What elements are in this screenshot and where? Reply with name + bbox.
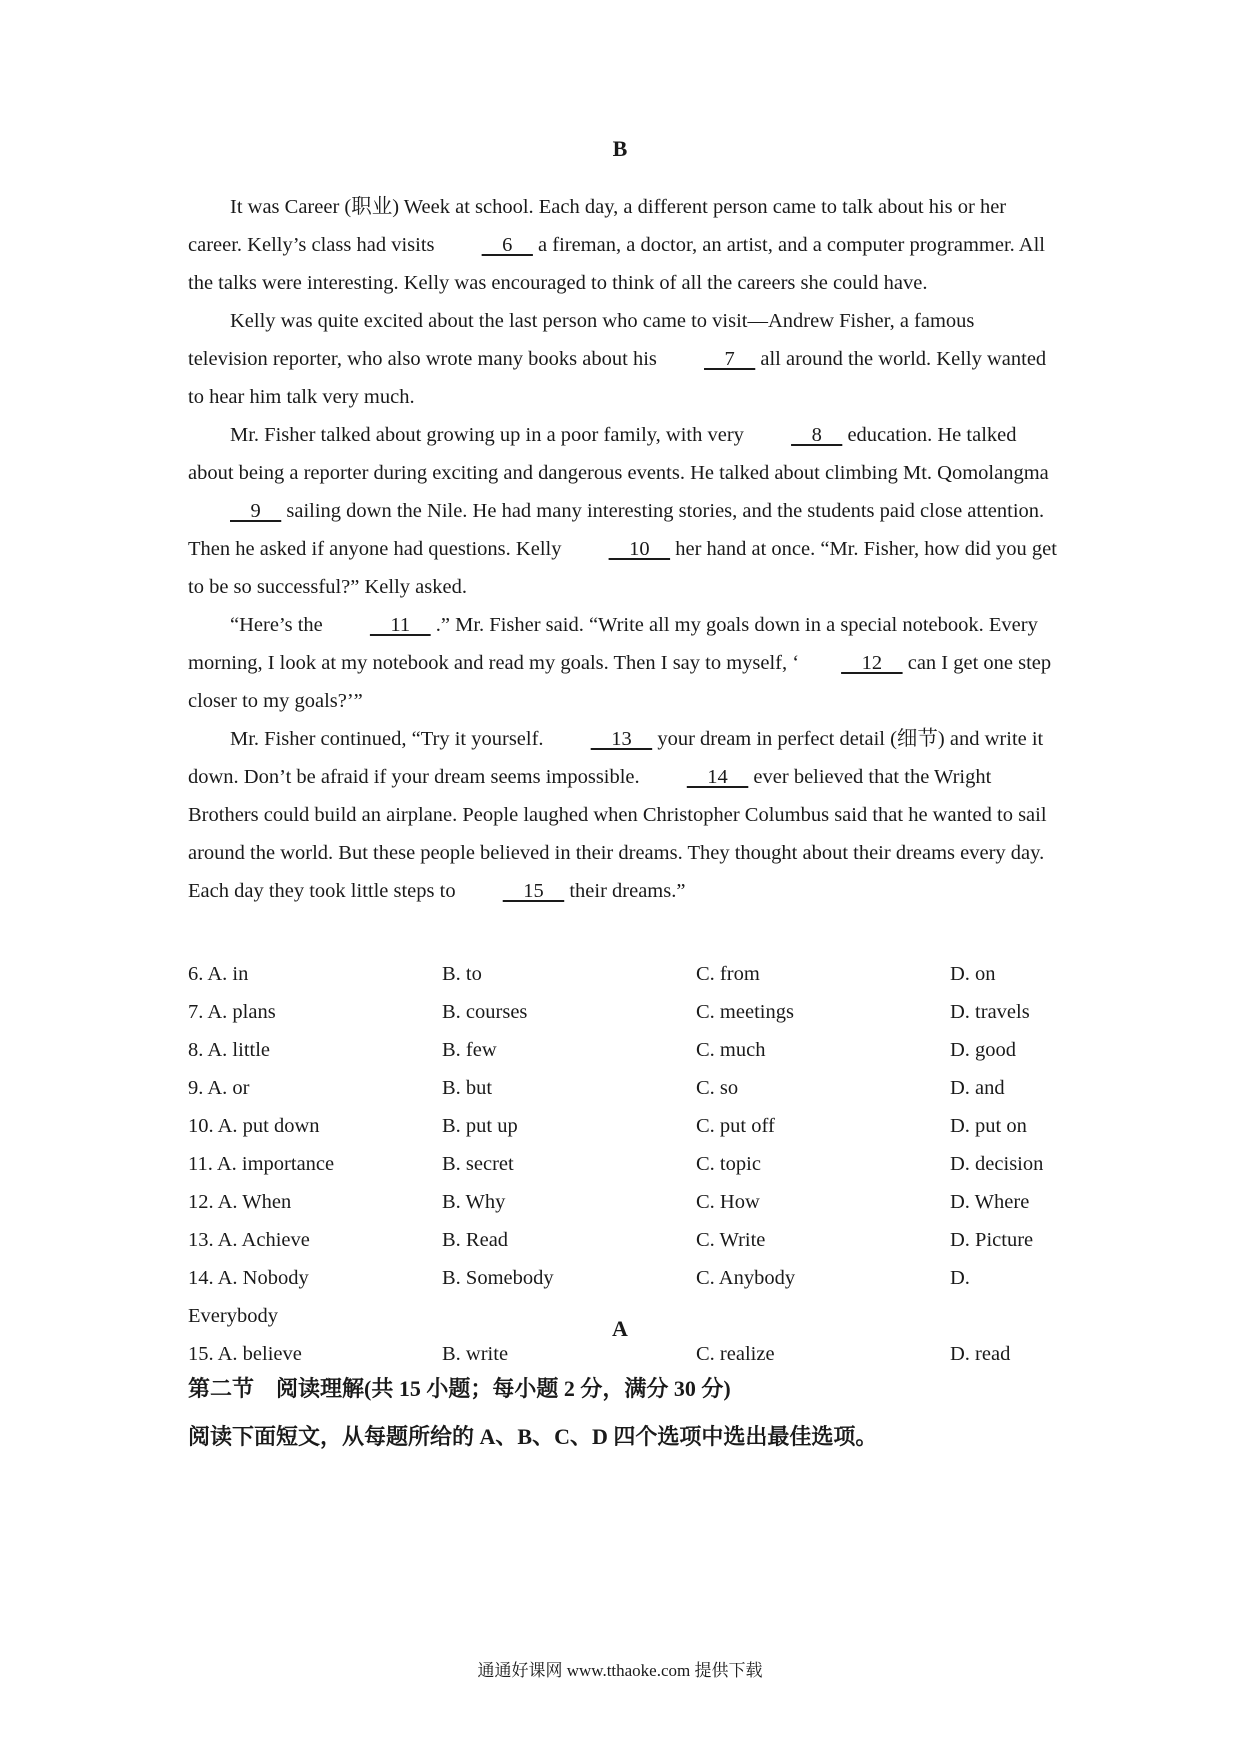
section-a-heading: A <box>612 1316 628 1341</box>
option-item: D. on <box>950 963 996 985</box>
option-item: 10. A. put down <box>188 1115 320 1137</box>
cloze-blank: 7 <box>704 348 756 370</box>
option-item: 8. A. little <box>188 1039 270 1061</box>
section-b-heading: B <box>612 136 628 161</box>
passage-paragraph <box>188 416 1058 606</box>
option-item: B. courses <box>442 1001 528 1023</box>
option-item: C. Anybody <box>696 1267 796 1289</box>
passage-text: sailing down the Nile. He had many interesting stories, and the students paid close attention. Then he asked if anyone had questions. Kelly <box>188 500 1045 560</box>
passage-text: It was Career (职业) Week at school. Each day, a different person came to talk about his or her career. Kelly’s class had visits <box>188 196 1007 256</box>
passage-paragraph <box>188 302 1058 416</box>
option-row <box>188 1183 1068 1221</box>
option-row <box>188 955 1068 993</box>
passage-text: ever believed that the Wright Brothers could build an airplane. People laughed when Christopher Columbus said that he wanted to sail around the world. But these people believed in their dreams. They thought about their dreams every day. Each day they took little steps to <box>188 766 1047 902</box>
option-item: C. How <box>696 1191 760 1213</box>
option-item: C. from <box>696 963 760 985</box>
section-two-instruction: 阅读下面短文，从每题所给的 A、B、C、D 四个选项中选出最佳选项。 <box>188 1424 878 1449</box>
option-item: 13. A. Achieve <box>188 1229 310 1251</box>
option-item: C. meetings <box>696 1001 794 1023</box>
option-item: D. travels <box>950 1001 1030 1023</box>
passage-text: “Here’s the <box>230 614 328 636</box>
option-item: B. but <box>442 1077 493 1099</box>
cloze-passage <box>188 188 1058 910</box>
cloze-blank: 12 <box>841 652 903 674</box>
passage-text: all around the world. Kelly wanted to hear him talk very much. <box>188 348 1047 408</box>
option-item: 7. A. plans <box>188 1001 276 1023</box>
option-item: D. Picture <box>950 1229 1034 1251</box>
option-item: D. Where <box>950 1191 1030 1213</box>
passage-paragraph <box>188 188 1058 302</box>
section-two-title: 第二节 阅读理解(共 15 小题；每小题 2 分，满分 30 分) <box>188 1376 731 1401</box>
cloze-blank: 11 <box>369 614 431 636</box>
option-item: B. write <box>442 1343 509 1365</box>
passage-text: Kelly was quite excited about the last person who came to visit—Andrew Fisher, a famous television reporter, who also wrote many books about his <box>188 310 975 370</box>
option-item: D. <box>950 1267 970 1289</box>
option-item: 15. A. believe <box>188 1343 302 1365</box>
option-item: B. Read <box>442 1229 509 1251</box>
passage-text: her hand at once. “Mr. Fisher, how did you get to be so successful?” Kelly asked. <box>188 538 1057 598</box>
option-row <box>188 1031 1068 1069</box>
cloze-blank: 8 <box>791 424 843 446</box>
cloze-blank: 9 <box>230 500 282 522</box>
option-item: 6. A. in <box>188 963 249 985</box>
option-item: B. secret <box>442 1153 514 1175</box>
option-item: C. realize <box>696 1343 775 1365</box>
option-row <box>188 1107 1068 1145</box>
option-item: 11. A. importance <box>188 1153 335 1175</box>
option-row <box>188 993 1068 1031</box>
option-item: B. Why <box>442 1191 506 1213</box>
passage-text: .” Mr. Fisher said. “Write all my goals down in a special notebook. Every morning, I look at my notebook and read my goals. Then I say to myself, ‘ <box>188 614 1038 674</box>
option-row <box>188 1221 1068 1259</box>
option-item: D. read <box>950 1343 1011 1365</box>
page-footer: 通通好课网 www.tthaoke.com 提供下载 <box>477 1661 763 1680</box>
option-item: C. topic <box>696 1153 761 1175</box>
passage-text: your dream in perfect detail (细节) and write it down. Don’t be afraid if your dream seems impossible. <box>188 728 1044 788</box>
option-item: 9. A. or <box>188 1077 250 1099</box>
option-item: 12. A. When <box>188 1191 292 1213</box>
passage-text: their dreams.” <box>564 880 686 902</box>
passage-text: can I get one step closer to my goals?’” <box>188 652 1052 712</box>
cloze-blank: 14 <box>686 766 749 788</box>
passage-text: Mr. Fisher talked about growing up in a poor family, with very <box>230 424 750 446</box>
option-item: D. put on <box>950 1115 1027 1137</box>
passage-text: education. He talked about being a reporter during exciting and dangerous events. He talked about climbing Mt. Qomolangma <box>188 424 1049 484</box>
option-item: C. Write <box>696 1229 766 1251</box>
option-item: C. so <box>696 1077 739 1099</box>
option-row <box>188 1259 1068 1297</box>
option-item: D. good <box>950 1039 1017 1061</box>
option-row <box>188 1145 1068 1183</box>
option-item: 14. A. Nobody <box>188 1267 309 1289</box>
passage-text: Mr. Fisher continued, “Try it yourself. <box>230 728 549 750</box>
passage-text: a fireman, a doctor, an artist, and a computer programmer. All the talks were interesting. Kelly was encouraged to think of all the careers she could have. <box>188 234 1045 294</box>
option-item: C. put off <box>696 1115 775 1137</box>
option-row <box>188 1069 1068 1107</box>
cloze-blank: 15 <box>502 880 565 902</box>
option-item: B. few <box>442 1039 497 1061</box>
option-item: B. Somebody <box>442 1267 554 1289</box>
passage-paragraph <box>188 606 1058 720</box>
option-item: B. to <box>442 963 482 985</box>
option-item: C. much <box>696 1039 766 1061</box>
answer-options <box>188 955 1068 1373</box>
cloze-blank: 6 <box>481 234 533 256</box>
cloze-blank: 10 <box>608 538 671 560</box>
option-item: B. put up <box>442 1115 518 1137</box>
option-item: D. decision <box>950 1153 1044 1175</box>
passage-paragraph <box>188 720 1058 910</box>
option-item: Everybody <box>188 1305 278 1327</box>
cloze-blank: 13 <box>590 728 653 750</box>
option-item: D. and <box>950 1077 1005 1099</box>
